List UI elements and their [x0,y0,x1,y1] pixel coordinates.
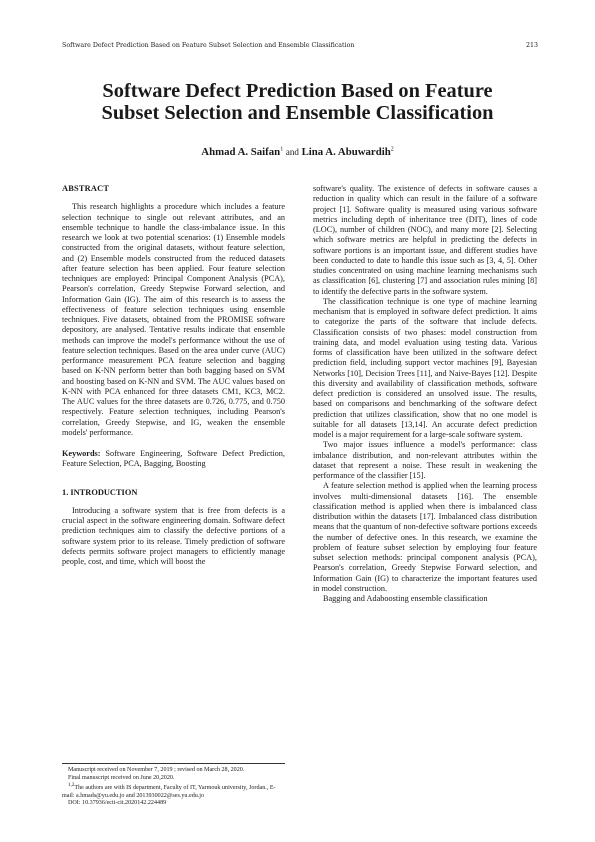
author-1: Ahmad A. Saifan [201,146,281,158]
introduction-heading: 1. INTRODUCTION [62,487,138,497]
left-column [62,184,285,567]
author-2: Lina A. Abuwardih [301,146,391,158]
footnote-final: Final manuscript received on June 20,2020. [68,774,175,781]
author-1-affiliation: 1 [280,146,284,153]
intro-paragraph-2: The classification technique is one type of machine learning mechanism that is employed in software defect prediction. It aims to categorize the parts of the software that include defects. Classification consists of two phases: model construction from training data, and model evaluation using testing data. Various forms of classification have been utilized in the software defect prediction field, including support vector machines [9], Bayesian Networks [10], Decision Trees [11], and Naive-Bayes [12]. Despite this diversity and availability of classification methods, software defect prediction is considered an unsolved issue. The results, based on comparisons and benchmarking of the software defect prediction that utilizes classification, show that no one model is suitable for all datasets [13,14]. An accurate defect prediction model is a major requirement for a large-scale software system. [313,296,537,439]
author-list [40,146,555,158]
footnotes [62,763,285,808]
footnote-affiliation-text: The authors are with IS department, Faculty of IT, Yarmouk university, Jordan., E-mail: a.hmads@yu.edu.jo and 2013930022@ses.yu.edu.jo [62,785,276,799]
abstract-text: This research highlights a procedure which includes a feature selection technique to single out relevant attributes, and an ensemble technique to handle the class-imbalance issue. In this research we look at two potential scenarios: (1) Ensemble models constructed from the original datasets, without feature selection, and (2) Ensemble models constructed from the reduced datasets after feature selection has been applied. Four feature selection techniques are employed: Principal Component Analysis (PCA), Pearson's correlation, Greedy Stepwise Forward selection, and Information Gain (IG). The aim of this research is to assess the effectiveness of feature selection techniques using ensemble techniques. Five datasets, obtained from the PROMISE software depository, are analysed. Tentative results indicate that ensemble methods can improve the model's performance without the use of feature selection techniques. Based on the area under curve (AUC) performance measurement PCA feature selection and bagging based on K-NN perform better than both bagging based on SVM and boosting based on K-NN and SVM. The AUC values based on K-NN with PCA enhanced for three datasets CM1, KC3, MC2. The AUC values for the three datasets are 0.726, 0.775, and 0.750 respectively. Feature selection techniques, including Pearson's correlation, Greedy Stepwise, and IG, weaken the ensemble models' performance. [62,202,285,437]
intro-paragraph-4: A feature selection method is applied when the learning process involves multi-dimensional datasets [16]. The ensemble classification method is applied when there is imbalanced class distribution within the datasets [17]. Imbalanced class distribution means that the quantum of non-defective software portions exceeds the number of defective ones. In this research, we examine the problem of feature subset selection by employing four feature subset selection methods: principal component analysis (PCA), Pearson's correlation, Greedy Stepwise Forward selection, and Information Gain (IG) to characterize the important features used in model construction. [313,481,537,593]
author-conjunction: and [285,147,299,157]
intro-paragraph-3: Two major issues influence a model's performance: class imbalance distribution, and non-relevant attributes within the dataset that represent a noise. These result in weakening the performance of the classifier [15]. [313,440,537,480]
author-2-affiliation: 2 [390,146,394,153]
footnote-affiliation [62,782,285,800]
paper-title [40,80,555,124]
footnote-received: Manuscript received on November 7, 2019 ; revised on March 28, 2020. [68,767,245,773]
keywords-label: Keywords: [62,449,101,458]
abstract-heading: ABSTRACT [62,184,110,193]
footnote-doi: DOI: 10.37936/ecti-cit.2020142.224489 [68,800,167,807]
keywords [62,449,285,470]
running-head [62,42,538,49]
title-line-2: Subset Selection and Ensemble Classification [101,102,494,124]
right-column [313,184,537,604]
page-number: 213 [525,42,538,49]
intro-paragraph-1-continued: software's quality. The existence of defects in software causes a reduction in quality which can result in the failure of a software project [1]. Software quality is measured using various software metrics including depth of inheritance tree (DIT), lines of code (LOC), number of children (NOC), and many more [2]. Selecting which software metrics are helpful in predicting the defects in software portions is an important issue, and different studies have been conducted to date to handle this issue such as [3, 4, 5]. Other studies concentrated on using machine learning mechanisms such as classification [6], clustering [7] and association rules mining [8] to identify the defective parts in the software system. [313,184,537,296]
intro-paragraph-1-start: Introducing a software system that is free from defects is a crucial aspect in the software engineering domain. Software defect prediction techniques aim to classify the defective portions of a software system prior to its release. Timely prediction of software defects permits software project managers to efficiently manage people, cost, and time, which will boost the [62,505,285,566]
footnote-affiliation-marker: 1,2 [68,782,75,789]
intro-paragraph-5: Bagging and Adaboosting ensemble classification [323,594,488,603]
title-line-1: Software Defect Prediction Based on Feature [102,80,493,102]
keywords-text: Software Engineering, Software Defect Prediction, Feature Selection, PCA, Bagging, Boosting [62,449,285,469]
running-head-title: Software Defect Prediction Based on Feature Subset Selection and Ensemble Classification [62,42,355,49]
